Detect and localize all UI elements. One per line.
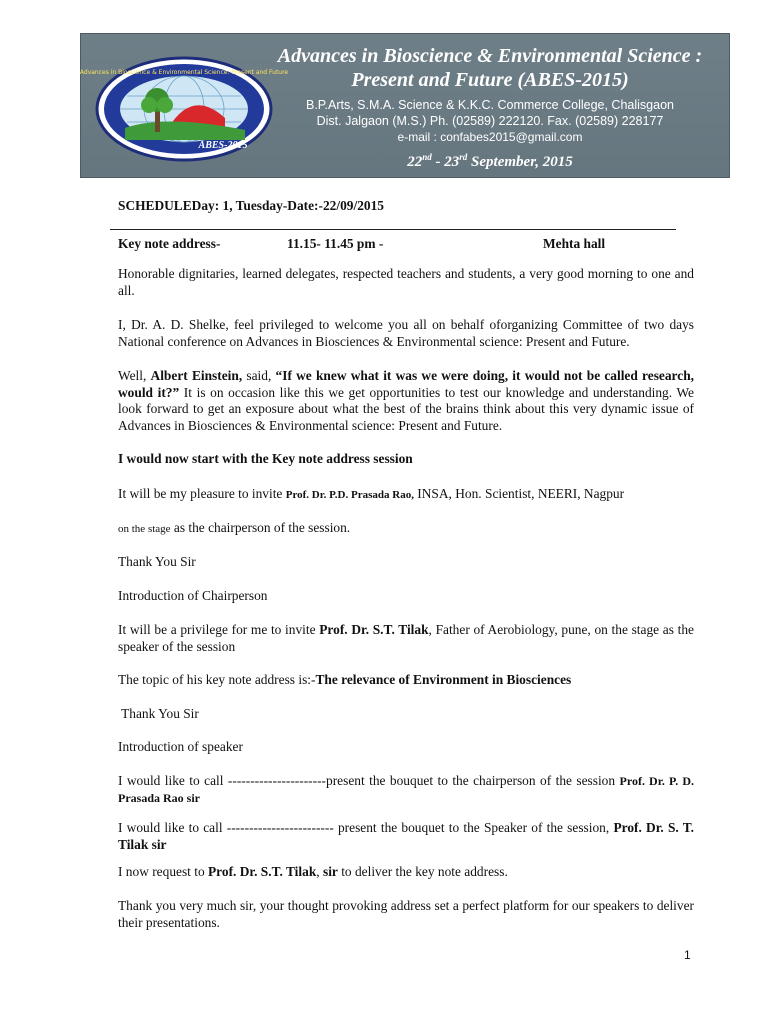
conference-logo [79,56,289,162]
p10-pre: The topic of his key note address is:- [118,672,316,687]
p3-name: Albert Einstein, [150,368,243,383]
logo-ring-text: Advances in Bioscience & Environmental Science: Present and Future [79,69,289,76]
logo-badge-text: ABES-2015 [198,140,248,151]
p9-pre: It will be a privilege for me to invite [118,622,320,637]
p9-rest: , Father of Aerobiology, pune, on the stage as the speaker of the session [118,622,694,654]
paragraph-einstein [118,368,694,434]
p14-name: Prof. Dr. S. T. Tilak sir [118,820,694,852]
paragraph-topic [118,672,694,689]
paragraph-request-address [118,864,694,881]
paragraph-bouquet-speaker [118,820,694,853]
p13-name: Prof. Dr. P. D. Prasada Rao sir [118,774,694,805]
date-day1: 22 [407,154,423,170]
p6-rest: as the chairperson of the session. [170,520,351,535]
p10-topic: The relevance of Environment in Biosciences [315,672,572,687]
page-number: 1 [684,948,691,962]
paragraph-invite-speaker [118,622,694,655]
p3-quote: “If we knew what it was we were doing, it would not be called research, would it?” [118,368,694,400]
banner-address: Dist. Jalgaon (M.S.) Ph. (02589) 222120. Fax. (02589) 228177 [316,114,664,128]
p9-name: Prof. Dr. S.T. Tilak [319,622,429,637]
p15-mid: , [316,864,323,879]
paragraph-greeting: Honorable dignitaries, learned delegates, respected teachers and students, a very good morning to one and all. [118,266,694,298]
banner-email: e-mail : confabes2015@gmail.com [397,130,583,144]
p3-pre: Well, [118,368,151,383]
p5-rest: INSA, Hon. Scientist, NEERI, Nagpur [413,486,625,501]
date-mid: - 23 [431,154,460,170]
banner-title [259,44,721,92]
keynote-label: Key note address- [118,236,221,251]
paragraph-thank-you-2: Thank You Sir [118,706,199,721]
p3-said: said, [242,368,276,383]
p3-rest: It is on occasion like this we get opportunities to test our knowledge and understanding. We look forward to get an exposure about what the best of the brains think about this very dynamic issue of Advances in Biosciences & Environmental science: Present and Future. [118,384,694,433]
keynote-venue: Mehta hall [543,236,606,251]
paragraph-thank-you-1: Thank You Sir [118,554,196,569]
date-sup2: rd [459,152,468,162]
paragraph-session-start: I would now start with the Key note address session [118,451,413,466]
keynote-time: 11.15- 11.45 pm - [287,236,384,251]
date-sup1: nd [422,152,432,162]
banner-college: B.P.Arts, S.M.A. Science & K.K.C. Commerce College, Chalisgaon [306,98,674,112]
banner-date [259,152,721,171]
p15-name: Prof. Dr. S.T. Tilak [208,864,317,879]
paragraph-intro-speaker: Introduction of speaker [118,739,243,754]
paragraph-welcome: I, Dr. A. D. Shelke, feel privileged to welcome you all on behalf oforganizing Committee of two days National conference on Advances in Biosciences & Environmental science: Present and Future. [118,317,694,349]
paragraph-on-stage [118,520,694,538]
paragraph-bouquet-chair [118,773,694,806]
banner-title-line2: Present and Future (ABES-2015) [351,69,629,91]
schedule-heading: SCHEDULEDay: 1, Tuesday-Date:-22/09/2015 [118,198,384,213]
p14-pre: I would like to call ------------------------ present the bouquet to the Speaker of the session, [118,820,614,835]
banner-title-line1: Advances in Bioscience & Environmental Science : [277,45,703,67]
conference-banner [80,33,730,178]
paragraph-invite-chair [118,486,694,504]
p6-small: on the stage [118,523,171,535]
p13-pre: I would like to call ----------------------present the bouquet to the chairperson of the session [118,773,620,788]
heading-divider [110,229,676,230]
p15-pre: I now request to [118,864,208,879]
p15-rest: to deliver the key note address. [337,864,508,879]
paragraph-thank-speaker: Thank you very much sir, your thought provoking address set a perfect platform for our speakers to deliver their presentations. [118,898,694,930]
paragraph-intro-chair: Introduction of Chairperson [118,588,268,603]
date-rest: September, 2015 [467,154,573,170]
p5-pre: It will be my pleasure to invite [118,486,286,501]
p15-sir: sir [322,864,338,879]
p5-name: Prof. Dr. P.D. Prasada Rao, [285,489,414,501]
